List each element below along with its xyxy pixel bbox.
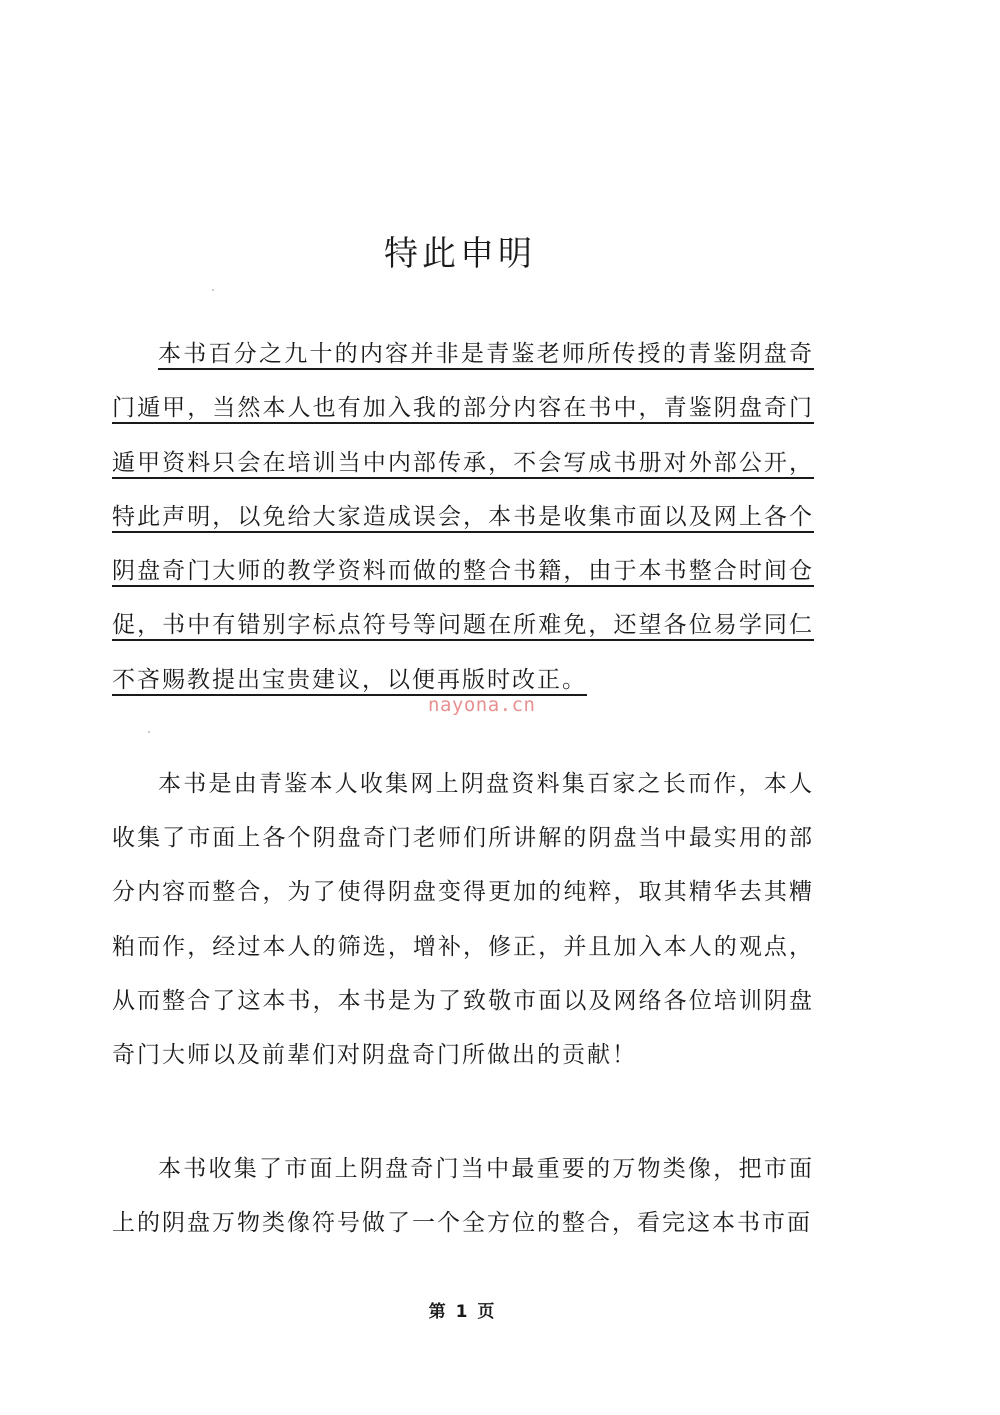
intro-section <box>112 757 814 1082</box>
page-number: 第 1 页 <box>428 1302 497 1322</box>
scan-speck <box>148 731 150 733</box>
notice-paragraph: 本书百分之九十的内容并非是青鉴老师所传授的青鉴阴盘奇门遁甲，当然本人也有加入我的部分内容在书中，青鉴阴盘奇门遁甲资料只会在培训当中内部传承，不会写成书册对外部公开，特此声明，以免给大家造成误会，本书是收集市面以及网上各个阴盘奇门大师的教学资料而做的整合书籍，由于本书整合时间仓促，书中有错别字标点符号等问题在所难免，还望各位易学同仁不吝赐教提出宝贵建议，以便再版时改正。 <box>112 341 814 693</box>
watermark-text: nayona.cn <box>428 694 536 716</box>
page-title: 特此申明 <box>384 234 536 274</box>
scan-speck <box>212 289 214 291</box>
scope-section <box>112 1142 814 1250</box>
notice-section <box>112 327 814 707</box>
scope-paragraph: 本书收集了市面上阴盘奇门当中最重要的万物类像，把市面上的阴盘万物类像符号做了一个全方位的整合，看完这本书市面 <box>112 1156 814 1237</box>
intro-paragraph: 本书是由青鉴本人收集网上阴盘资料集百家之长而作，本人收集了市面上各个阴盘奇门老师们所讲解的阴盘当中最实用的部分内容而整合，为了使得阴盘变得更加的纯粹，取其精华去其糟粕而作，经过本人的筛选，增补，修正，并且加入本人的观点，从而整合了这本书，本书是为了致敬市面以及网络各位培训阴盘奇门大师以及前辈们对阴盘奇门所做出的贡献！ <box>112 771 814 1069</box>
